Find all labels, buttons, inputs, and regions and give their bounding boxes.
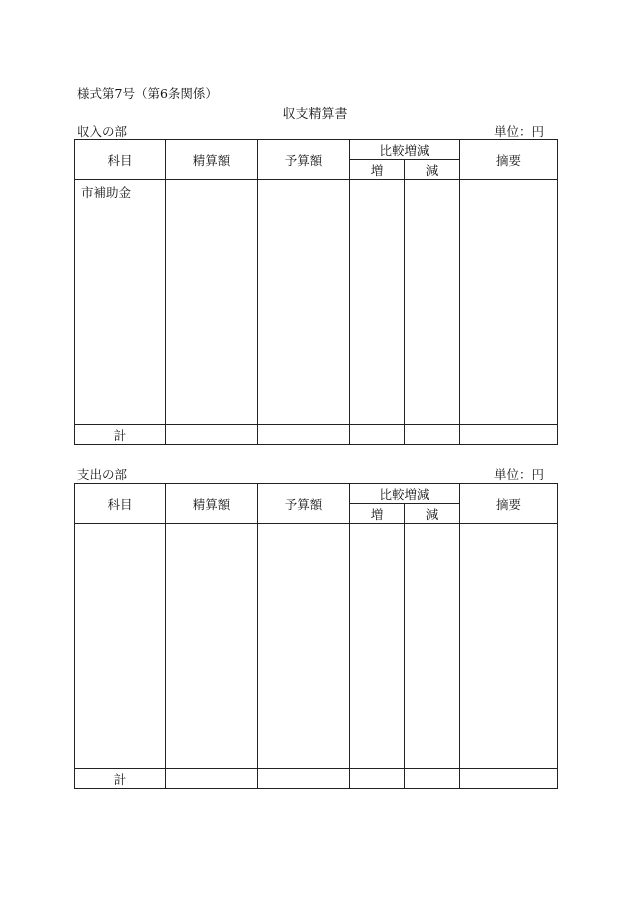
col-increase: 増 [350,160,405,180]
income-item-increase [350,180,405,425]
income-total-settlement [166,425,258,445]
col-budget: 予算額 [258,484,350,524]
expense-item-settlement [166,524,258,769]
col-settlement: 精算額 [166,484,258,524]
expense-total-increase [350,769,405,789]
col-comparison: 比較増減 [350,484,460,504]
expense-total-remarks [460,769,558,789]
col-increase: 増 [350,504,405,524]
col-decrease: 減 [405,160,460,180]
expense-total-row [75,769,558,789]
col-remarks: 摘要 [460,484,558,524]
expense-total-budget [258,769,350,789]
income-item-budget [258,180,350,425]
col-decrease: 減 [405,504,460,524]
form-number: 様式第7号（第6条関係） [77,86,218,101]
income-total-budget [258,425,350,445]
expense-table [74,483,558,789]
expense-item-remarks [460,524,558,769]
income-table [74,139,558,445]
col-subject: 科目 [75,140,166,180]
col-subject: 科目 [75,484,166,524]
expense-item-decrease [405,524,460,769]
income-body-row [75,180,558,425]
col-comparison: 比較増減 [350,140,460,160]
col-remarks: 摘要 [460,140,558,180]
income-total-row [75,425,558,445]
expense-header-row [75,484,558,504]
col-settlement: 精算額 [166,140,258,180]
expense-body-row [75,524,558,769]
expense-item-budget [258,524,350,769]
income-header-row [75,140,558,160]
document-title: 収支精算書 [282,107,348,122]
income-item-remarks [460,180,558,425]
expense-section-label: 支出の部 [77,467,128,482]
income-item-subject: 市補助金 [75,180,166,425]
income-total-label: 計 [75,425,166,445]
expense-item-increase [350,524,405,769]
income-section-label: 収入の部 [77,124,128,139]
income-total-remarks [460,425,558,445]
income-total-decrease [405,425,460,445]
expense-total-decrease [405,769,460,789]
income-unit-label: 単位：円 [493,124,544,139]
expense-total-label: 計 [75,769,166,789]
income-total-increase [350,425,405,445]
income-item-settlement [166,180,258,425]
col-budget: 予算額 [258,140,350,180]
expense-item-subject [75,524,166,769]
expense-unit-label: 単位：円 [493,467,544,482]
income-item-decrease [405,180,460,425]
expense-total-settlement [166,769,258,789]
